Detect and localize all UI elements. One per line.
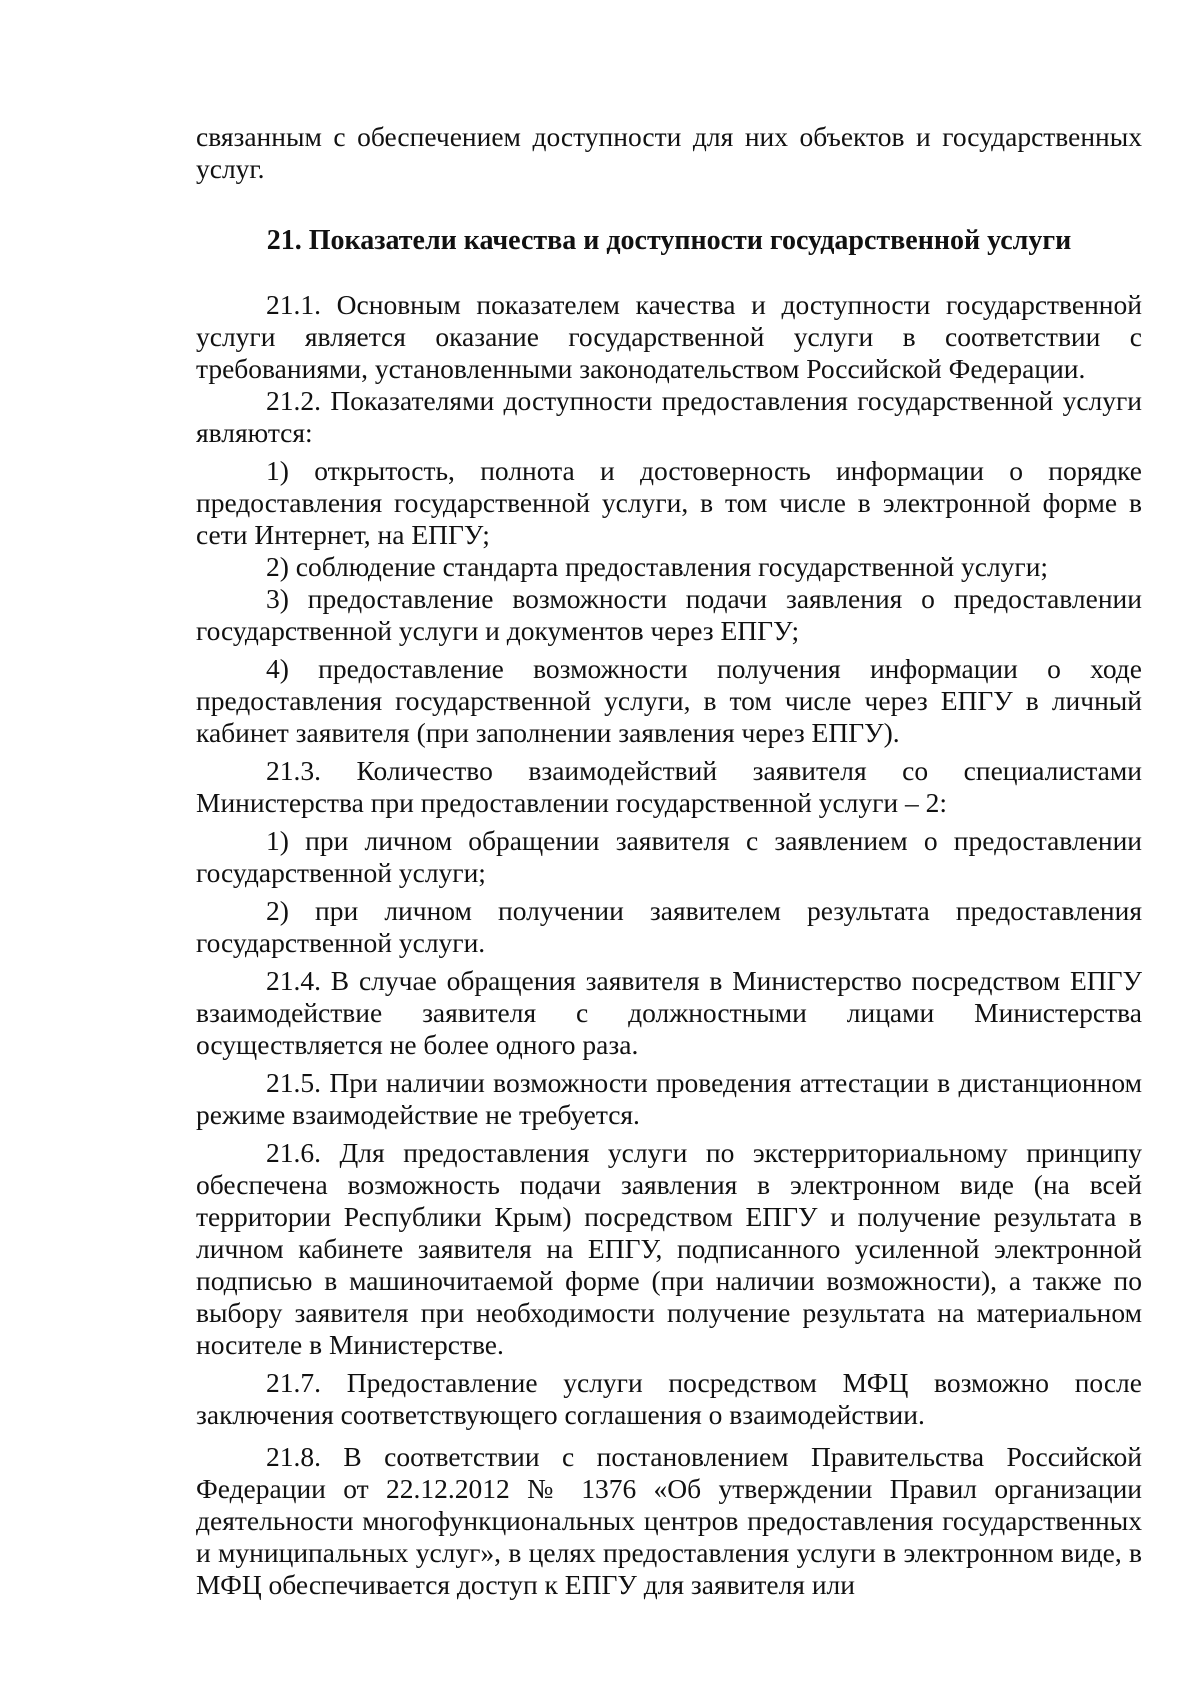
paragraph-21-2: 21.2. Показателями доступности предоставления государственной услуги являются: bbox=[196, 385, 1142, 448]
section-heading: 21. Показатели качества и доступности государственной услуги bbox=[266, 225, 1072, 256]
paragraph-21-4: 21.4. В случае обращения заявителя в Министерство посредством ЕПГУ взаимодействие заявителя с должностными лицами Министерства осуществляется не более одного раза. bbox=[196, 965, 1142, 1060]
document-body bbox=[196, 121, 1142, 1601]
list-item-2-3: 3) предоставление возможности подачи заявления о предоставлении государственной услуги и документов через ЕПГУ; bbox=[196, 583, 1142, 646]
list-item-3-2: 2) при личном получении заявителем результата предоставления государственной услуги. bbox=[196, 895, 1142, 958]
list-item-3-1: 1) при личном обращении заявителя с заявлением о предоставлении государственной услуги; bbox=[196, 825, 1142, 888]
paragraph-21-5: 21.5. При наличии возможности проведения аттестации в дистанционном режиме взаимодействие не требуется. bbox=[196, 1067, 1142, 1130]
list-item-2-4: 4) предоставление возможности получения информации о ходе предоставления государственной услуги, в том числе через ЕПГУ в личный кабинет заявителя (при заполнении заявления через ЕПГУ). bbox=[196, 653, 1142, 748]
paragraph-21-1: 21.1. Основным показателем качества и доступности государственной услуги является оказание государственной услуги в соответствии с требованиями, установленными законодательством Российской Федерации. bbox=[196, 289, 1142, 384]
list-item-2-1: 1) открытость, полнота и достоверность информации о порядке предоставления государственной услуги, в том числе в электронной форме в сети Интернет, на ЕПГУ; bbox=[196, 455, 1142, 550]
paragraph-21-8: 21.8. В соответствии с постановлением Правительства Российской Федерации от 22.12.2012 № 1376 «Об утверждении Правил организации деятельности многофункциональных центров предоставления государственных и муниципальных услуг», в целях предоставления услуги в электронном виде, в МФЦ обеспечивается доступ к ЕПГУ для заявителя или bbox=[196, 1441, 1142, 1600]
paragraph-21-3: 21.3. Количество взаимодействий заявителя со специалистами Министерства при предоставлении государственной услуги – 2: bbox=[196, 755, 1142, 818]
paragraph-21-7: 21.7. Предоставление услуги посредством МФЦ возможно после заключения соответствующего соглашения о взаимодействии. bbox=[196, 1367, 1142, 1430]
paragraph-21-6: 21.6. Для предоставления услуги по экстерриториальному принципу обеспечена возможность подачи заявления в электронном виде (на всей территории Республики Крым) посредством ЕПГУ и получение результата в личном кабинете заявителя на ЕПГУ, подписанного усиленной электронной подписью в машиночитаемой форме (при наличии возможности), а также по выбору заявителя при необходимости получение результата на материальном носителе в Министерстве. bbox=[196, 1137, 1142, 1360]
intro-continuation: связанным с обеспечением доступности для них объектов и государственных услуг. bbox=[196, 121, 1142, 184]
list-item-2-2: 2) соблюдение стандарта предоставления государственной услуги; bbox=[266, 551, 1049, 582]
